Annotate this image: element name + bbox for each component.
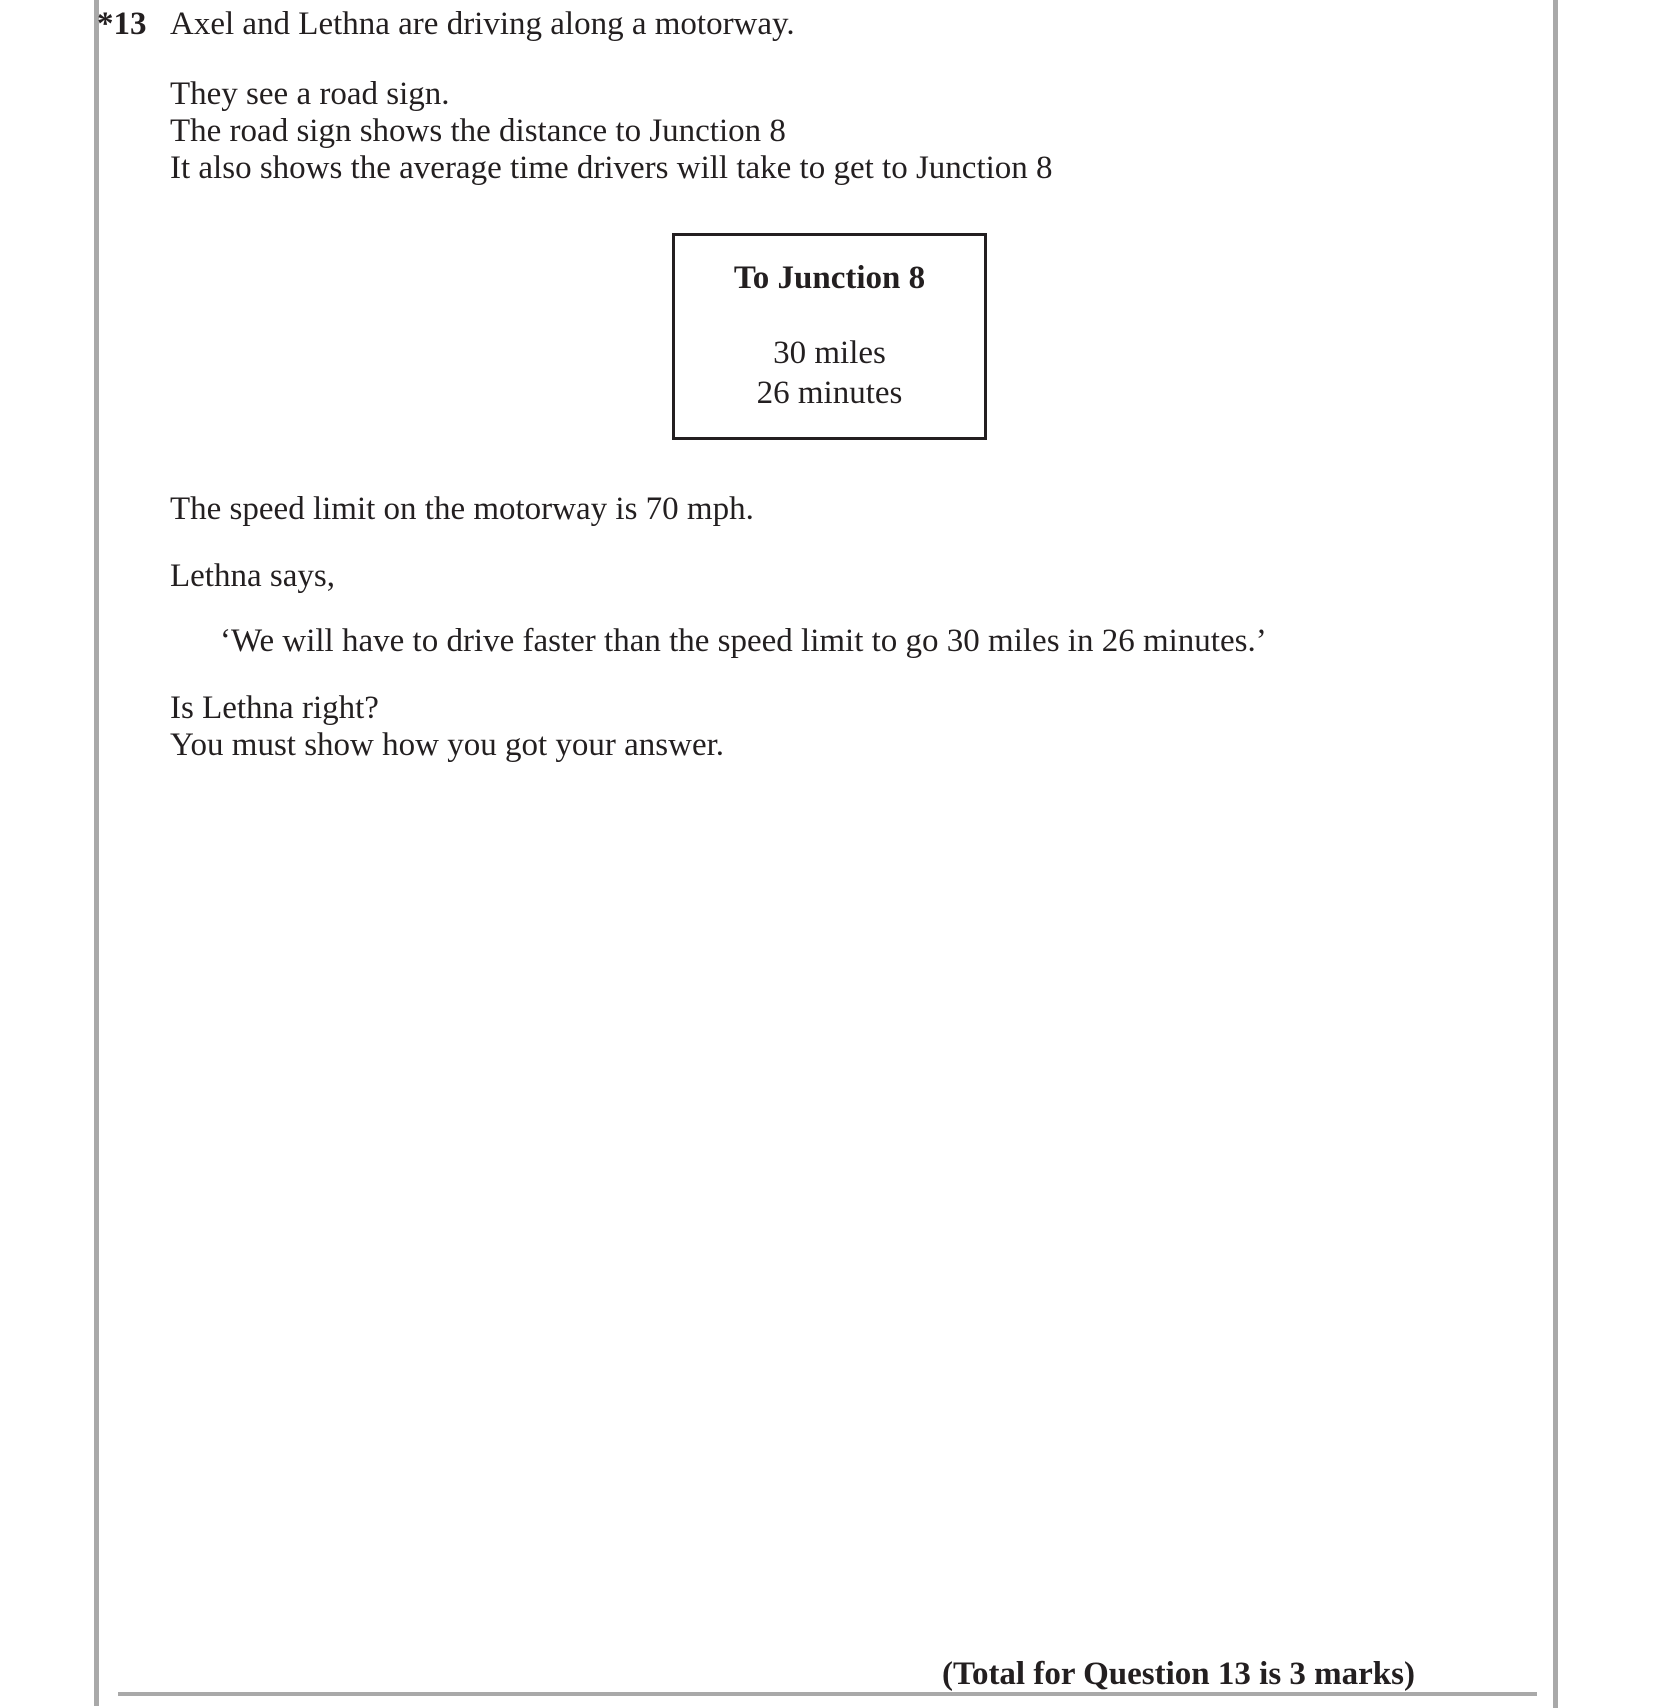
question-number: *13 bbox=[97, 6, 147, 42]
prompt-line: Is Lethna right? bbox=[170, 690, 379, 726]
road-sign-box bbox=[672, 233, 987, 440]
left-margin-rule bbox=[94, 0, 99, 1706]
speed-limit-statement: The speed limit on the motorway is 70 mph. bbox=[170, 491, 754, 527]
lethna-quote: ‘We will have to drive faster than the speed limit to go 30 miles in 26 minutes.’ bbox=[220, 623, 1267, 659]
road-sign-values bbox=[675, 333, 984, 413]
says-intro: Lethna says, bbox=[170, 558, 335, 594]
road-sign-title: To Junction 8 bbox=[733, 260, 926, 296]
total-marks: (Total for Question 13 is 3 marks) bbox=[941, 1656, 1415, 1692]
question-body-line: They see a road sign. bbox=[170, 76, 450, 112]
question-intro: Axel and Lethna are driving along a motorway. bbox=[170, 6, 795, 42]
question-body-line: It also shows the average time drivers will take to get to Junction 8 bbox=[170, 150, 1053, 186]
answer-prompt bbox=[170, 690, 724, 764]
right-margin-rule bbox=[1553, 0, 1558, 1708]
question-body bbox=[170, 76, 1053, 187]
prompt-line: You must show how you got your answer. bbox=[170, 727, 725, 763]
question-body-line: The road sign shows the distance to Junction 8 bbox=[170, 113, 786, 149]
road-sign-distance: 30 miles bbox=[773, 335, 886, 371]
road-sign-time: 26 minutes bbox=[756, 375, 903, 411]
